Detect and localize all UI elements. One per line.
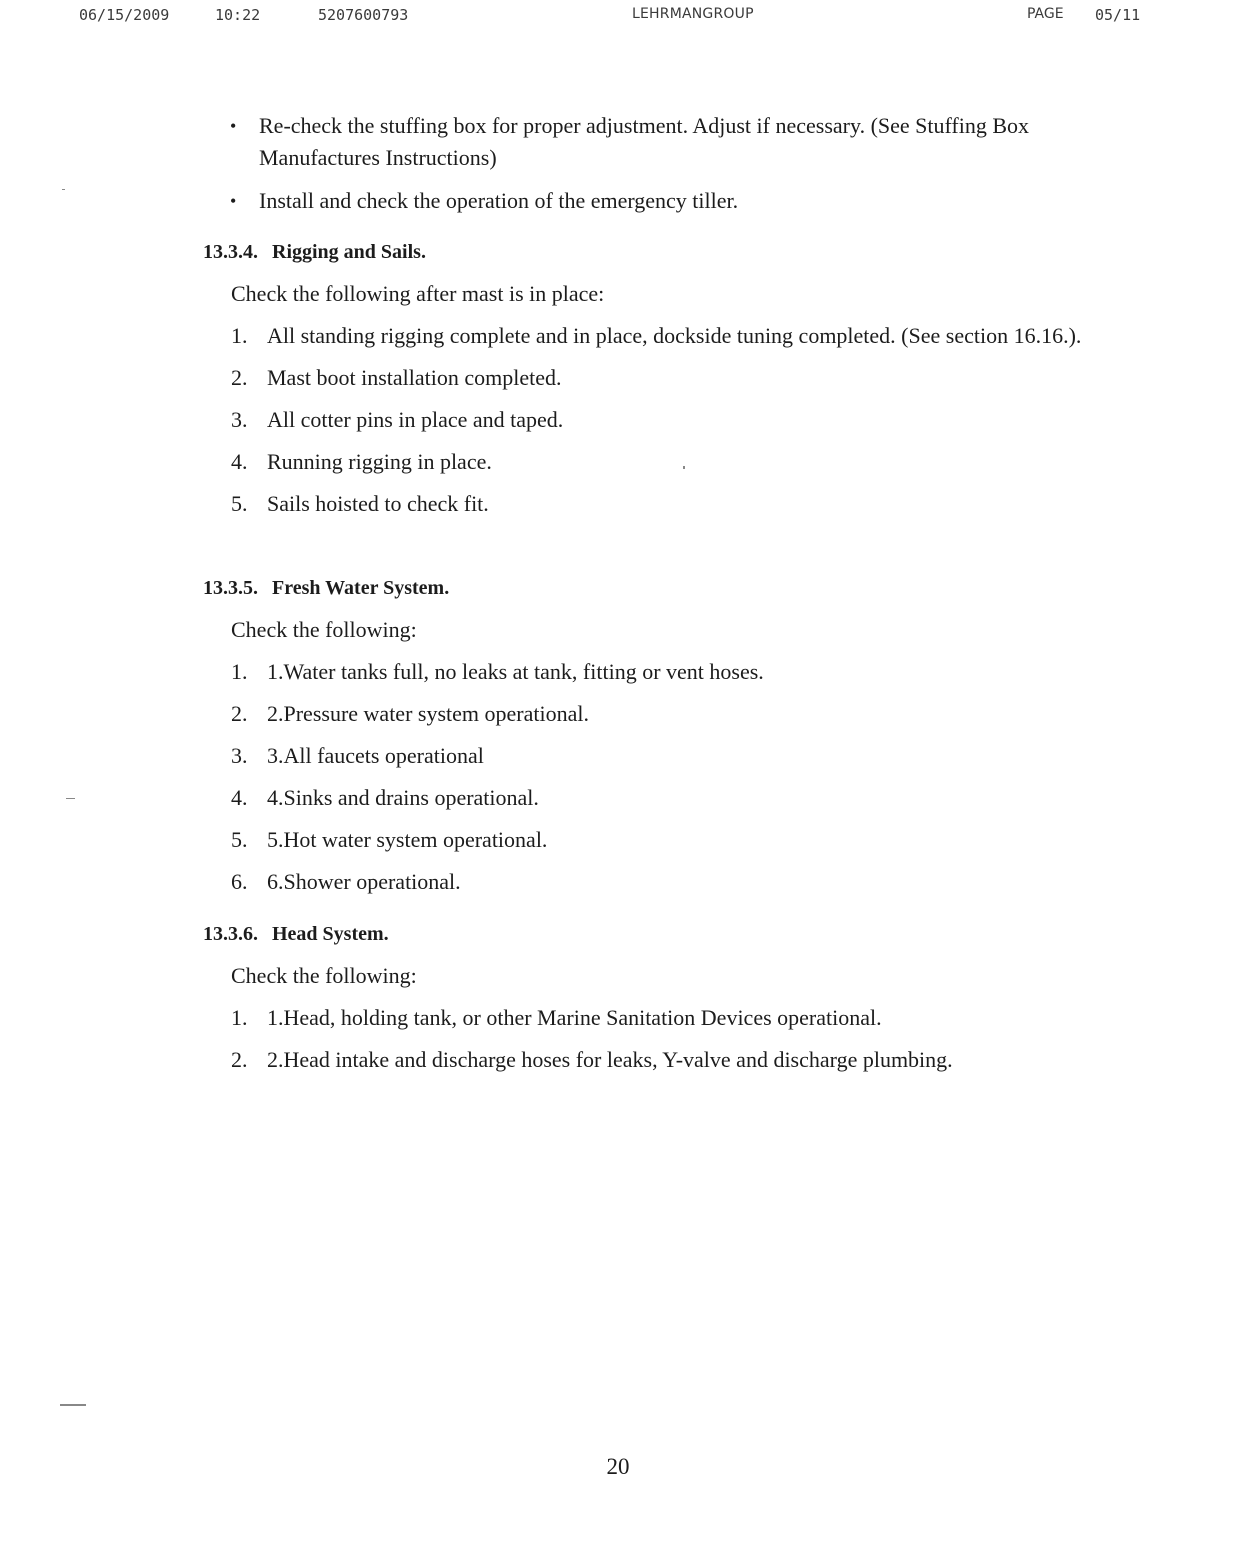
list-item-text: Running rigging in place. (267, 449, 492, 474)
section-number: 13.3.6. (203, 923, 258, 945)
list-marker: 3. (231, 743, 248, 768)
page-number: 20 (606, 1454, 630, 1479)
bullet-item: • Install and check the operation of the emergency tiller. (230, 185, 1110, 217)
list-marker: 1. (231, 323, 248, 348)
list-item (231, 656, 1103, 688)
section-title: Head System. (272, 923, 389, 945)
fax-phone: 5207600793 (318, 6, 409, 24)
fax-page-label: PAGE (1027, 6, 1064, 22)
checklist (231, 320, 1103, 520)
list-item-text: 1.Water tanks full, no leaks at tank, fitting or vent hoses. (267, 659, 764, 684)
section-heading (203, 920, 1103, 948)
list-item (231, 698, 1103, 730)
list-item-text: Mast boot installation completed. (267, 365, 562, 390)
list-item (231, 740, 1103, 772)
list-item (231, 404, 1103, 436)
list-item-text: All cotter pins in place and taped. (267, 407, 564, 432)
list-item (231, 320, 1103, 352)
section-fresh-water-system (203, 574, 1103, 908)
list-item-text: 6.Shower operational. (267, 869, 461, 894)
list-marker: 5. (231, 491, 248, 516)
list-item (231, 782, 1103, 814)
list-item-text: 5.Hot water system operational. (267, 827, 548, 852)
list-item (231, 1044, 1103, 1076)
section-head-system (203, 920, 1103, 1086)
list-item-text: 1.Head, holding tank, or other Marine Sanitation Devices operational. (267, 1005, 882, 1030)
list-marker: 5. (231, 827, 248, 852)
list-item-text: 2.Head intake and discharge hoses for leaks, Y-valve and discharge plumbing. (267, 1047, 953, 1072)
fax-page-number: 05/11 (1095, 6, 1141, 24)
section-intro: Check the following: (231, 963, 417, 988)
list-marker: 2. (231, 701, 248, 726)
list-item-text: 3.All faucets operational (267, 743, 484, 768)
checklist (231, 656, 1103, 898)
section-heading (203, 574, 1103, 602)
fax-header (0, 6, 1236, 30)
list-item (231, 446, 1103, 478)
list-marker: 1. (231, 659, 248, 684)
fax-date: 06/15/2009 (79, 6, 170, 24)
list-item (231, 362, 1103, 394)
list-item (231, 866, 1103, 898)
scan-speck (62, 189, 65, 190)
scan-speck (66, 798, 75, 799)
list-marker: 3. (231, 407, 248, 432)
section-title: Fresh Water System. (272, 577, 450, 599)
list-marker: 2. (231, 1047, 248, 1072)
list-item (231, 1002, 1103, 1034)
list-item-text: 4.Sinks and drains operational. (267, 785, 539, 810)
checklist (231, 1002, 1103, 1076)
list-item-text: 2.Pressure water system operational. (267, 701, 589, 726)
section-intro: Check the following: (231, 617, 417, 642)
bullet-list (230, 110, 1110, 228)
list-item (231, 824, 1103, 856)
list-marker: 6. (231, 869, 248, 894)
scan-speck (60, 1404, 86, 1406)
list-item-text: Sails hoisted to check fit. (267, 491, 489, 516)
section-number: 13.3.5. (203, 577, 258, 599)
list-item (231, 488, 1103, 520)
section-title: Rigging and Sails. (272, 241, 426, 263)
list-item-text: All standing rigging complete and in place, dockside tuning completed. (See section 16.16.). (267, 323, 1082, 348)
list-marker: 4. (231, 449, 248, 474)
section-heading (203, 238, 1103, 266)
section-rigging-and-sails (203, 238, 1103, 530)
section-number: 13.3.4. (203, 241, 258, 263)
list-marker: 1. (231, 1005, 248, 1030)
list-marker: 4. (231, 785, 248, 810)
section-intro: Check the following after mast is in place: (231, 281, 605, 306)
list-marker: 2. (231, 365, 248, 390)
fax-company: LEHRMANGROUP (632, 6, 754, 22)
fax-time: 10:22 (215, 6, 261, 24)
bullet-item: • Re-check the stuffing box for proper adjustment. Adjust if necessary. (See Stuffing Box Manufactures Instructions) (230, 110, 1110, 174)
scan-speck (683, 466, 685, 469)
